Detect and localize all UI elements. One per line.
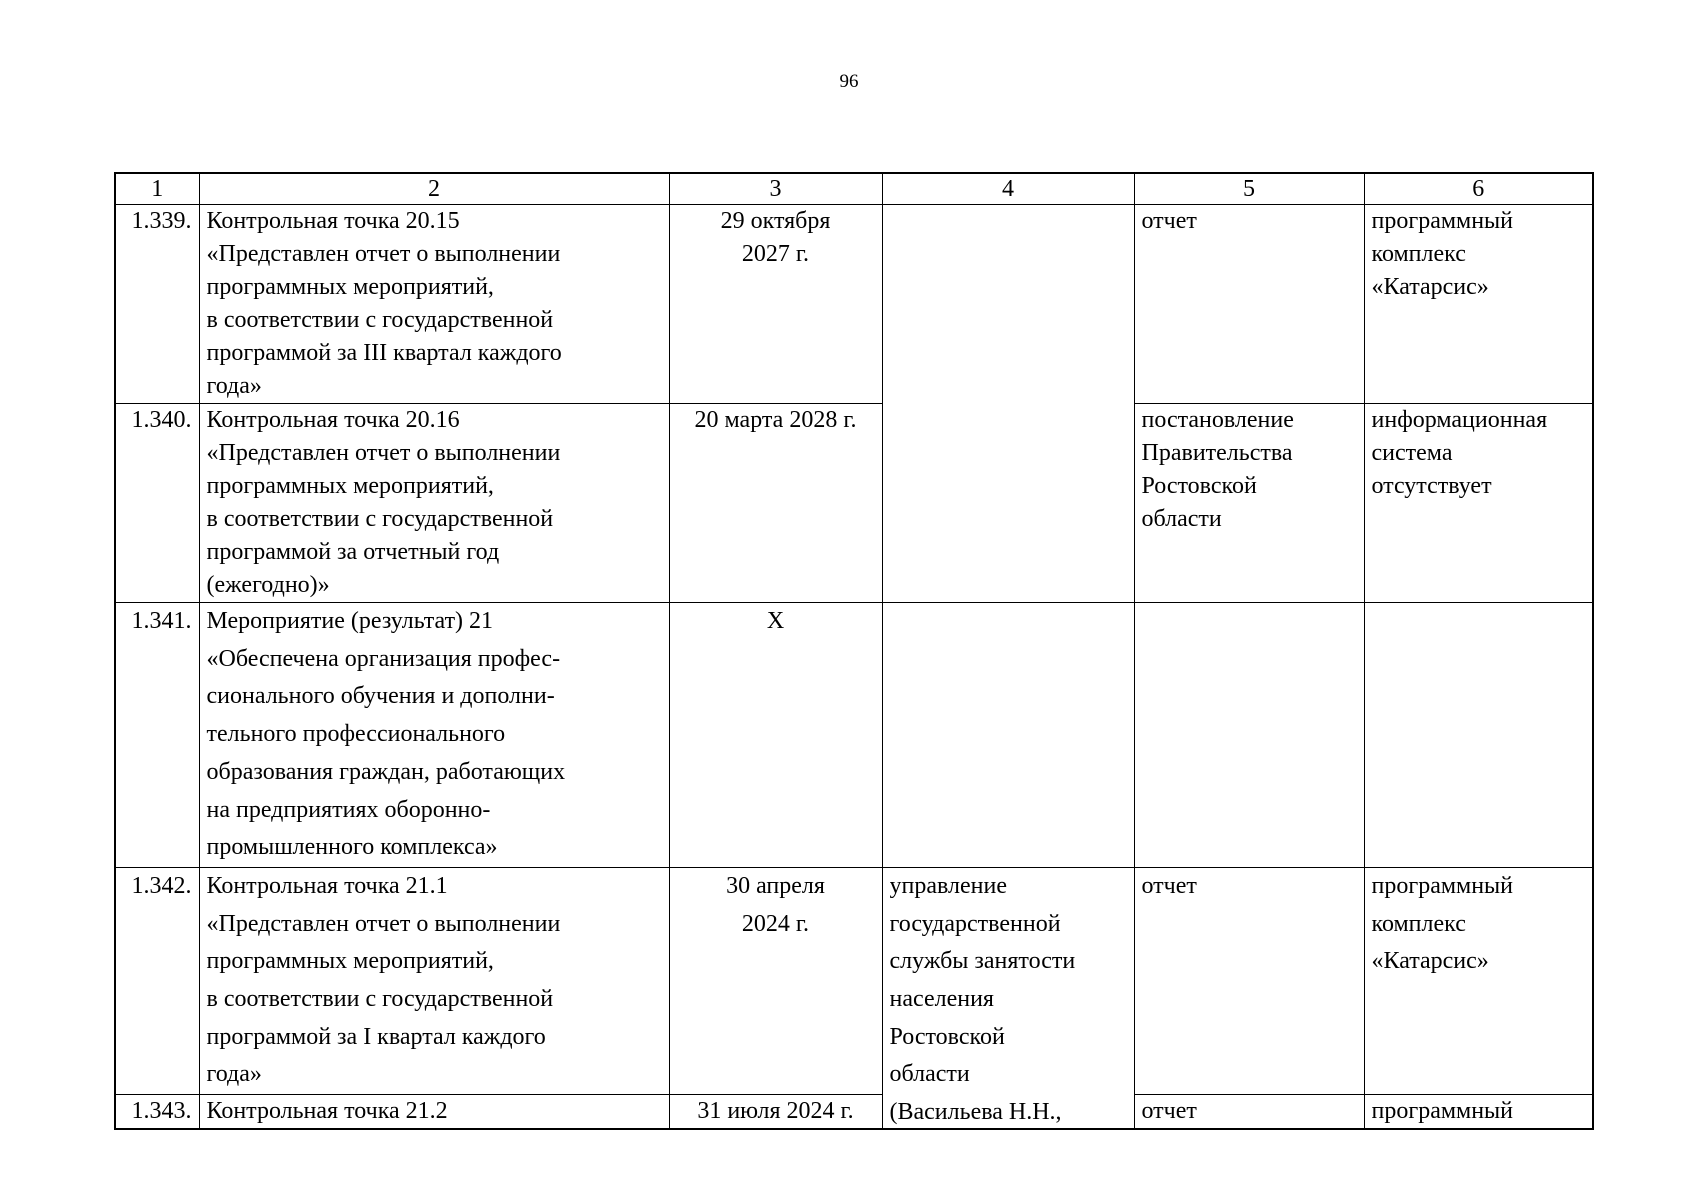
date-text: 31 июля 2024 г. xyxy=(697,1098,854,1125)
row-description xyxy=(199,867,669,1094)
row-description xyxy=(199,603,669,868)
row-description xyxy=(199,1095,669,1130)
row-document xyxy=(1134,205,1364,404)
row-document xyxy=(1134,404,1364,603)
row-date xyxy=(669,205,882,404)
date-text: 20 марта 2028 г. xyxy=(694,407,857,433)
column-header-5: 5 xyxy=(1134,173,1364,205)
description-text: Контрольная точка 21.2 xyxy=(206,1098,448,1125)
description-text: Контрольная точка 20.16 «Представлен отчет о выполнении программных мероприятий, в соответствии с государственной программой за отчетный год (ежегодно)» xyxy=(206,407,561,598)
row-description xyxy=(199,205,669,404)
page-number: 96 xyxy=(839,71,859,92)
row-date xyxy=(669,867,882,1094)
row-system xyxy=(1364,603,1593,868)
row-system xyxy=(1364,404,1593,603)
row-date xyxy=(669,603,882,868)
column-header-6: 6 xyxy=(1364,173,1593,205)
description-text: Контрольная точка 20.15 «Представлен отчет о выполнении программных мероприятий, в соответствии с государственной программой за III квартал каждого года» xyxy=(206,208,562,399)
row-number: 1.341. xyxy=(115,603,199,868)
system-text: программный комплекс «Катарсис» xyxy=(1371,208,1514,300)
row-description xyxy=(199,404,669,603)
column-header-3: 3 xyxy=(669,173,882,205)
description-text: Мероприятие (результат) 21 «Обеспечена организация профес- сионального обучения и дополни- тельного профессионального образования граждан, работающих на предприятиях оборонно- промышленного комплекса» xyxy=(206,608,566,861)
document-text: отчет xyxy=(1141,872,1197,899)
header-row xyxy=(115,173,1593,205)
row-document xyxy=(1134,867,1364,1094)
row-number: 1.343. xyxy=(115,1095,199,1130)
table-row xyxy=(115,603,1593,868)
document-text: постановление Правительства Ростовской области xyxy=(1141,407,1294,532)
row-document xyxy=(1134,603,1364,868)
row-number: 1.340. xyxy=(115,404,199,603)
row-date xyxy=(669,404,882,603)
table-row xyxy=(115,205,1593,404)
table-row xyxy=(115,404,1593,603)
column-header-4: 4 xyxy=(882,173,1134,205)
row-number: 1.342. xyxy=(115,867,199,1094)
row-responsible xyxy=(882,867,1134,1129)
column-header-1: 1 xyxy=(115,173,199,205)
measures-table xyxy=(114,172,1594,1130)
document-text: отчет xyxy=(1141,208,1197,234)
date-text: 29 октября 2027 г. xyxy=(720,208,831,267)
row-responsible xyxy=(882,603,1134,868)
row-date xyxy=(669,1095,882,1130)
table-row xyxy=(115,867,1593,1094)
system-text: информационная система отсутствует xyxy=(1371,407,1548,499)
date-text: 30 апреля 2024 г. xyxy=(726,872,825,937)
responsible-text: управление государственной службы занятости населения Ростовской области (Васильева Н.Н., xyxy=(889,872,1076,1126)
row-number: 1.339. xyxy=(115,205,199,404)
row-document xyxy=(1134,1095,1364,1130)
system-text: программный комплекс «Катарсис» xyxy=(1371,872,1514,975)
description-text: Контрольная точка 21.1 «Представлен отчет о выполнении программных мероприятий, в соответствии с государственной программой за I квартал каждого года» xyxy=(206,872,561,1088)
date-text: Х xyxy=(766,608,785,634)
table-row xyxy=(115,1095,1593,1130)
document-text: отчет xyxy=(1141,1098,1197,1125)
row-system xyxy=(1364,1095,1593,1130)
column-header-2: 2 xyxy=(199,173,669,205)
system-text: программный xyxy=(1371,1098,1514,1125)
row-system xyxy=(1364,867,1593,1094)
row-responsible xyxy=(882,205,1134,603)
row-system xyxy=(1364,205,1593,404)
